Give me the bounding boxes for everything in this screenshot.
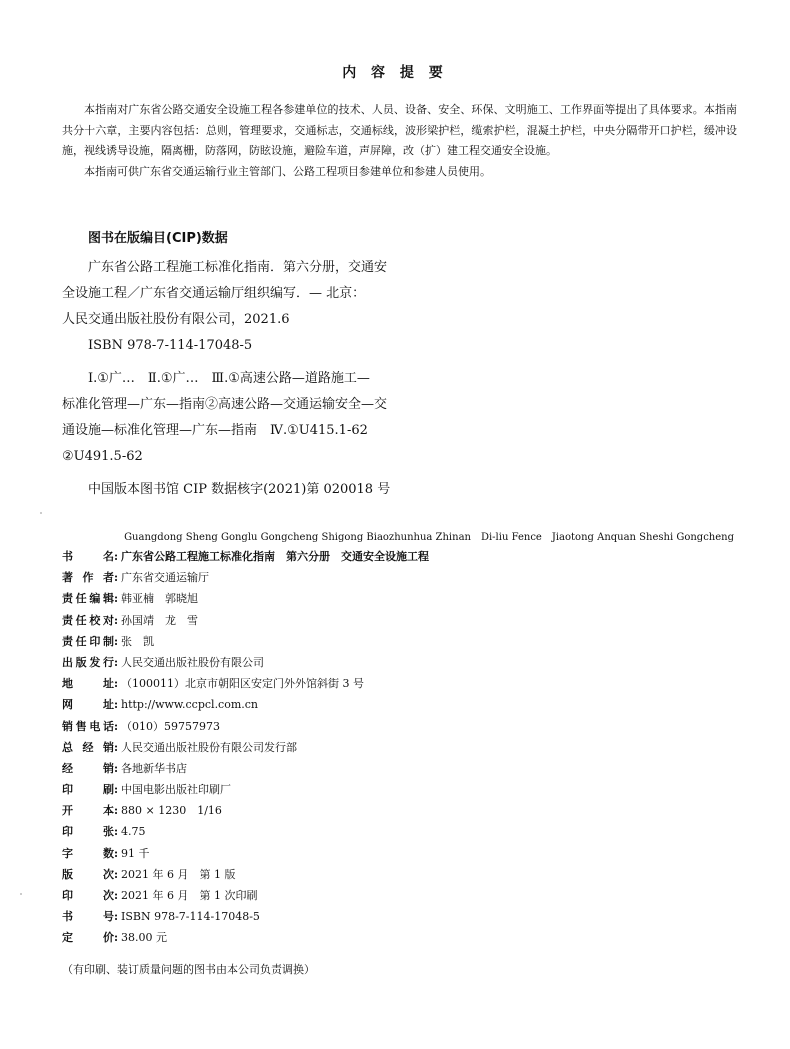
info-row-price xyxy=(62,927,742,948)
info-label: 印次 xyxy=(62,889,114,902)
info-colon: : xyxy=(114,910,119,924)
info-row-book-title xyxy=(62,546,742,567)
info-colon: : xyxy=(114,783,119,797)
info-row-format xyxy=(62,800,742,821)
cip-isbn: ISBN 978-7-114-17048-5 xyxy=(88,338,253,353)
info-value: 广东省交通运输厅 xyxy=(121,571,209,585)
info-colon: : xyxy=(114,613,119,627)
info-label: 开本 xyxy=(62,804,114,818)
info-value: ISBN 978-7-114-17048-5 xyxy=(121,910,260,924)
info-label: 销售电话 xyxy=(62,719,114,733)
info-label: 责任编辑 xyxy=(62,592,114,606)
info-label: 书名 xyxy=(62,550,114,563)
info-label: 定价 xyxy=(62,931,114,945)
info-label: 地址 xyxy=(62,677,114,691)
info-colon: : xyxy=(114,592,119,606)
info-row-publisher xyxy=(62,652,742,673)
info-value: 各地新华书店 xyxy=(121,761,187,775)
scan-speck xyxy=(20,893,22,895)
info-row-proofreader xyxy=(62,610,742,631)
pinyin-title: Guangdong Sheng Gonglu Gongcheng Shigong Biaozhunhua Zhinan Di-liu Fence Jiaotong Anquan Sheshi Gongcheng xyxy=(124,532,734,543)
cip-spacer xyxy=(62,359,462,366)
info-row-author xyxy=(62,567,742,588)
info-value: 人民交通出版社股份有限公司发行部 xyxy=(121,740,297,754)
info-row-website xyxy=(62,694,742,715)
cip-record-number: 中国版本图书馆 CIP 数据核字(2021)第 020018 号 xyxy=(88,482,391,497)
info-colon: : xyxy=(114,804,119,818)
quality-note: （有印刷、装订质量问题的图书由本公司负责调换） xyxy=(62,963,315,976)
cip-line: 广东省公路工程施工标准化指南．第六分册，交通安 xyxy=(88,260,388,275)
info-colon: : xyxy=(114,825,119,839)
info-colon: : xyxy=(114,655,119,669)
info-value: 880 × 1230 1/16 xyxy=(121,804,222,818)
info-colon: : xyxy=(114,889,119,902)
info-row-address xyxy=(62,673,742,694)
info-value: 4.75 xyxy=(121,825,146,839)
info-row-edition xyxy=(62,864,742,885)
content-summary-title: 内 容 提 要 xyxy=(342,65,448,81)
info-row-isbn xyxy=(62,906,742,927)
info-label: 版次 xyxy=(62,867,114,881)
cip-class-line: Ⅰ.①广… Ⅱ.①广… Ⅲ.①高速公路—道路施工— xyxy=(88,371,370,386)
info-row-sheets xyxy=(62,821,742,842)
info-colon: : xyxy=(114,846,119,860)
scan-speck xyxy=(40,512,42,514)
info-colon: : xyxy=(114,931,119,945)
info-value: （100011）北京市朝阳区安定门外外馆斜街 3 号 xyxy=(121,677,364,691)
info-colon: : xyxy=(114,550,119,563)
info-colon: : xyxy=(114,761,119,775)
info-colon: : xyxy=(114,740,119,754)
info-value: 韩亚楠 郭晓旭 xyxy=(121,592,198,606)
info-colon: : xyxy=(114,571,119,585)
info-value: 张 凯 xyxy=(121,634,154,648)
info-label: 网址 xyxy=(62,698,114,712)
info-value: 2021 年 6 月 第 1 版 xyxy=(121,867,236,881)
info-row-distributor xyxy=(62,758,742,779)
info-value: （010）59757973 xyxy=(121,719,220,733)
publication-info xyxy=(62,546,742,949)
info-value: 2021 年 6 月 第 1 次印刷 xyxy=(121,889,258,902)
info-label: 总经销 xyxy=(62,740,114,754)
info-label: 字数 xyxy=(62,846,114,860)
info-value: 广东省公路工程施工标准化指南 第六分册 交通安全设施工程 xyxy=(121,550,429,563)
summary-paragraph: 本指南可供广东省交通运输行业主管部门、公路工程项目参建单位和参建人员使用。 xyxy=(84,164,491,178)
cip-heading: 图书在版编目(CIP)数据 xyxy=(88,231,228,246)
summary-paragraph: 本指南对广东省公路交通安全设施工程各参建单位的技术、人员、设备、安全、环保、文明施工、工作界面等提出了具体要求。本指南共分十六章，主要内容包括：总则，管理要求，交通标志，交通标线，波形梁护栏，缆索护栏，混凝土护栏，中央分隔带开口护栏，缓冲设施，视线诱导设施，隔离栅，防落网，防眩设施，避险车道，声屏障，改（扩）建工程交通安全设施。 xyxy=(62,103,737,157)
info-colon: : xyxy=(114,677,119,691)
info-row-print-supervisor xyxy=(62,631,742,652)
info-colon: : xyxy=(114,867,119,881)
info-value: http://www.ccpcl.com.cn xyxy=(121,698,259,712)
cip-class-line: 标准化管理—广东—指南②高速公路—交通运输安全—交 xyxy=(62,397,388,412)
info-value: 人民交通出版社股份有限公司 xyxy=(121,655,264,669)
cip-spacer xyxy=(62,470,462,477)
cip-line: 人民交通出版社股份有限公司，2021.6 xyxy=(62,312,290,327)
info-colon: : xyxy=(114,719,119,733)
content-summary-body xyxy=(62,100,737,182)
cip-class-line: 通设施—标准化管理—广东—指南 Ⅳ.①U415.1-62 xyxy=(62,423,368,438)
info-label: 著作者 xyxy=(62,571,114,585)
info-label: 责任印制 xyxy=(62,634,114,648)
info-colon: : xyxy=(114,634,119,648)
info-label: 责任校对 xyxy=(62,613,114,627)
info-colon: : xyxy=(114,698,119,712)
info-label: 书号 xyxy=(62,910,114,924)
info-row-printing xyxy=(62,885,742,906)
info-value: 38.00 元 xyxy=(121,931,167,945)
info-label: 印刷 xyxy=(62,783,114,797)
info-value: 中国电影出版社印刷厂 xyxy=(121,783,231,797)
info-value: 孙国靖 龙 雪 xyxy=(121,613,198,627)
info-row-sales-phone xyxy=(62,716,742,737)
cip-record xyxy=(62,255,462,503)
info-row-printer xyxy=(62,779,742,800)
info-label: 印张 xyxy=(62,825,114,839)
info-value: 91 千 xyxy=(121,846,150,860)
cip-line: 全设施工程／广东省交通运输厅组织编写．— 北京： xyxy=(62,286,366,301)
info-row-word-count xyxy=(62,843,742,864)
info-label: 出版发行 xyxy=(62,655,114,669)
info-row-editor xyxy=(62,588,742,609)
info-label: 经销 xyxy=(62,761,114,775)
info-row-general-distributor xyxy=(62,737,742,758)
cip-class-line: ②U491.5-62 xyxy=(62,449,143,464)
